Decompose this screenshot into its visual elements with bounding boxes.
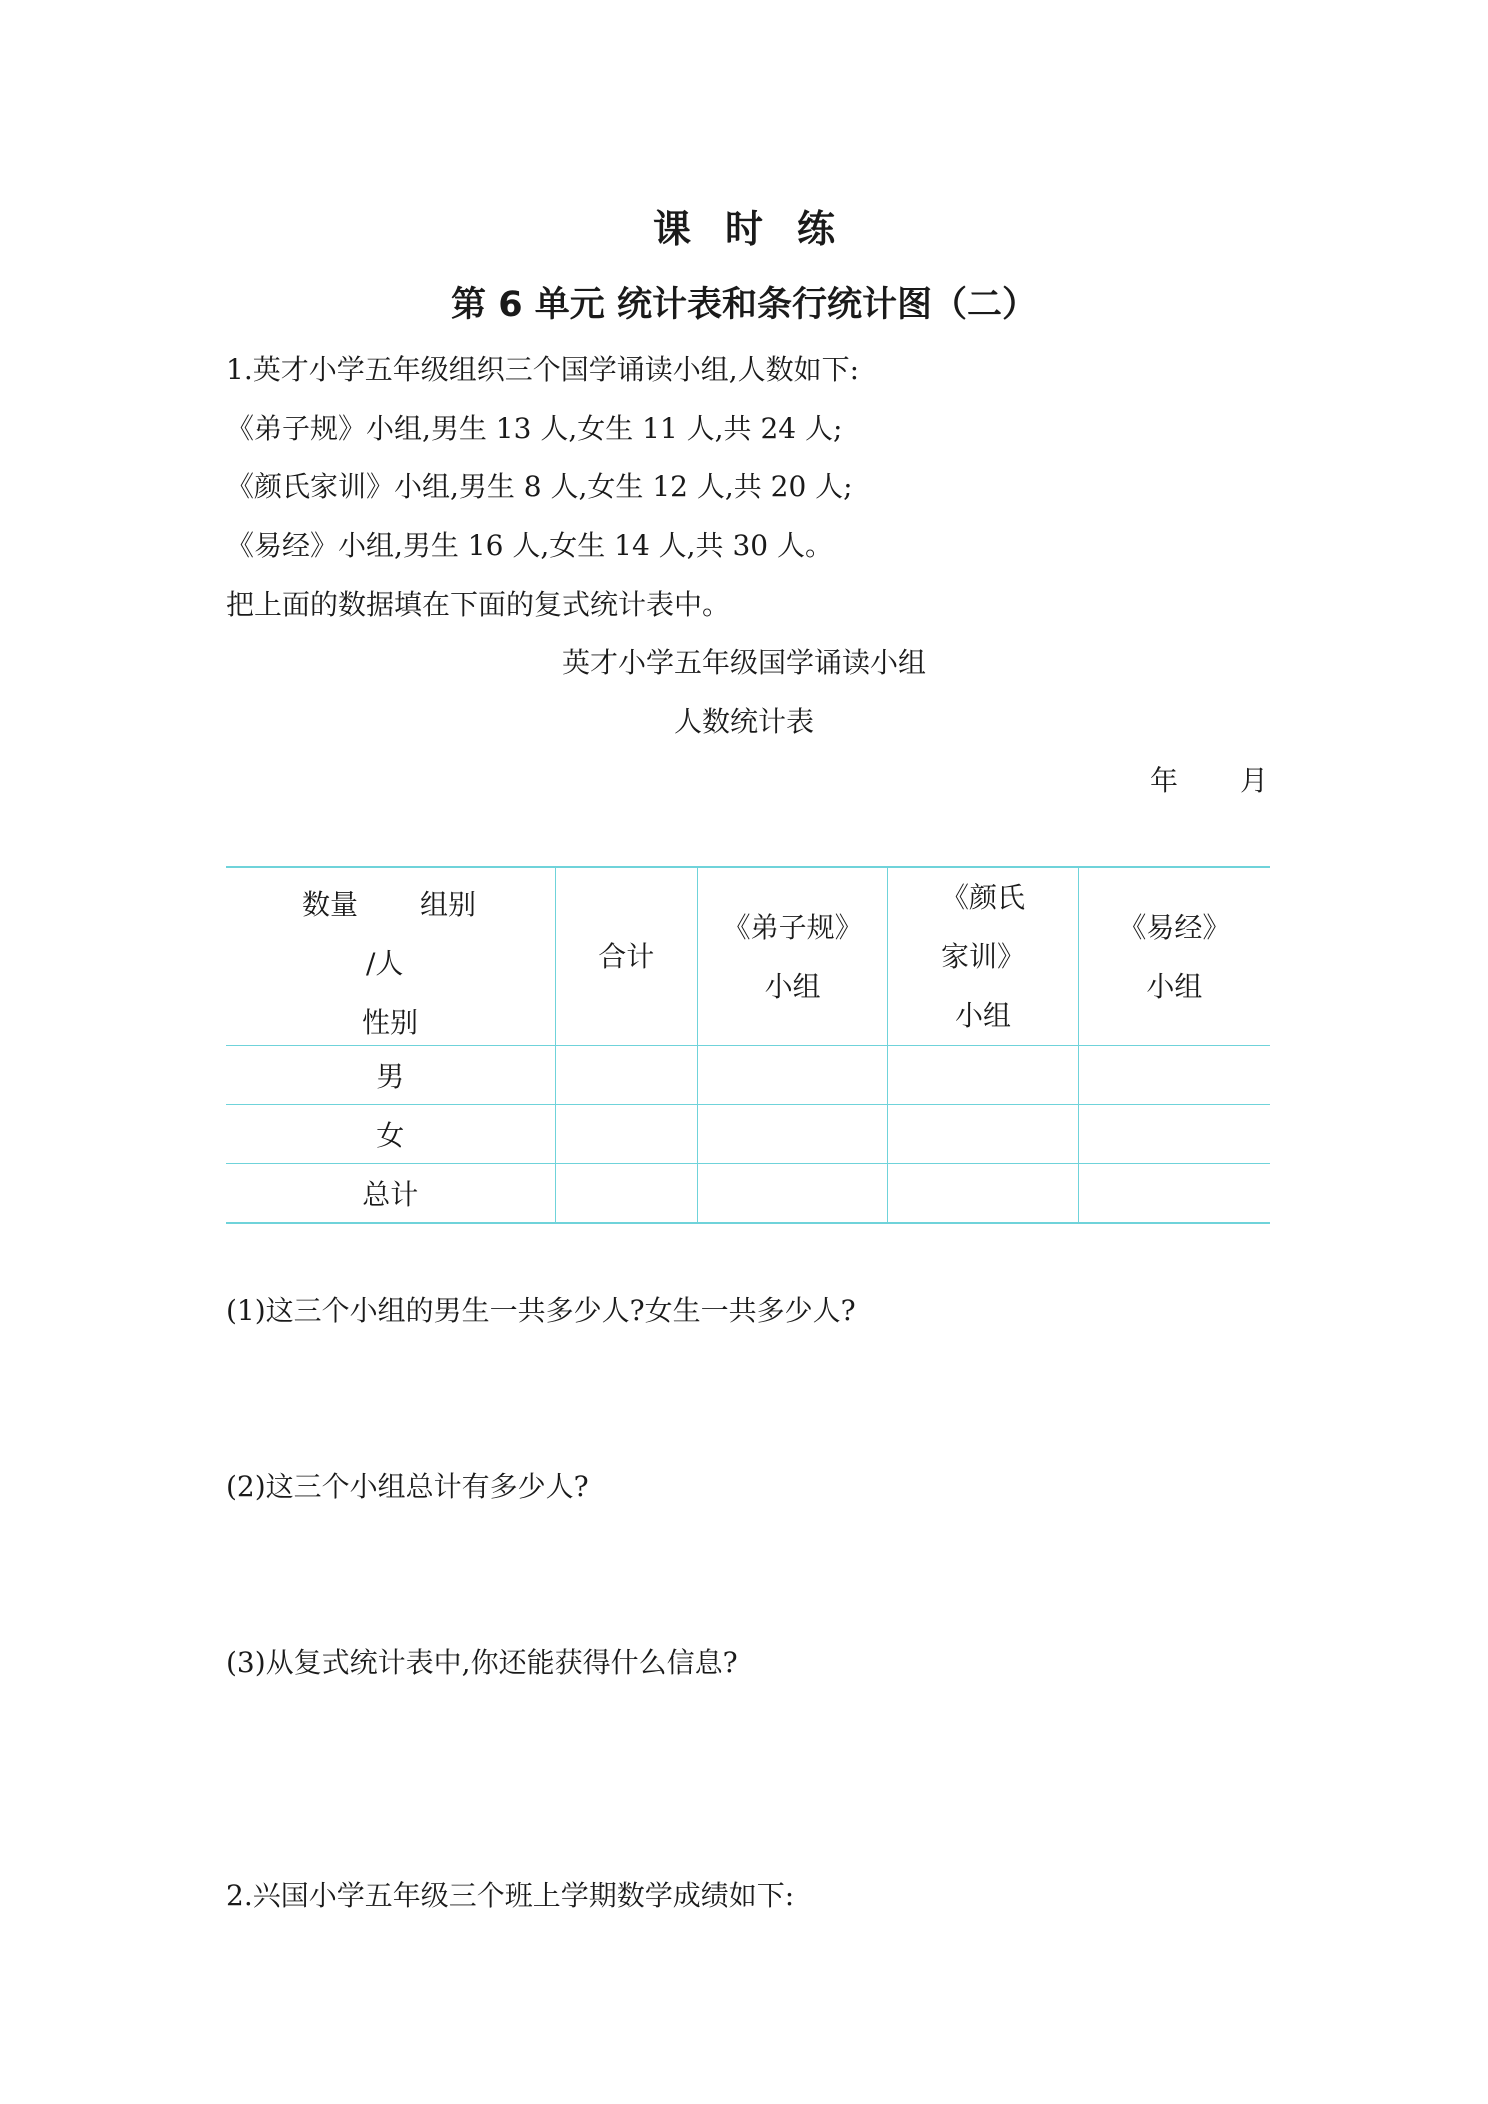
answer-cell[interactable] <box>697 1164 887 1224</box>
column-header-line: 家训》 <box>940 940 1025 973</box>
unit-subtitle: 第 6 单元 统计表和条行统计图（二） <box>451 285 1037 325</box>
row-label: 女 <box>226 1105 555 1164</box>
date-year-label: 年 <box>1150 764 1179 797</box>
answer-cell[interactable] <box>888 1164 1078 1224</box>
table-caption: 人数统计表 <box>673 705 814 738</box>
q1-data-line: 《弟子规》小组,男生 13 人,女生 11 人,共 24 人; <box>226 412 843 445</box>
row-label: 男 <box>226 1046 555 1105</box>
column-header-line: 小组 <box>764 969 821 1003</box>
corner-gender-label: 性别 <box>362 1005 419 1039</box>
column-header-yanshijiaxun <box>888 867 1078 1046</box>
subquestion-2: (2)这三个小组总计有多少人? <box>226 1470 589 1503</box>
column-header-total <box>555 867 697 1046</box>
q1-data-line: 《颜氏家训》小组,男生 8 人,女生 12 人,共 20 人; <box>226 470 853 503</box>
table-row-male <box>226 1046 1270 1105</box>
page-title: 课时练 <box>652 207 869 251</box>
q1-data-line: 《易经》小组,男生 16 人,女生 14 人,共 30 人。 <box>226 529 833 562</box>
answer-cell[interactable] <box>697 1105 887 1164</box>
answer-cell[interactable] <box>1078 1046 1270 1105</box>
answer-cell[interactable] <box>555 1105 697 1164</box>
answer-cell[interactable] <box>1078 1164 1270 1224</box>
answer-cell[interactable] <box>1078 1105 1270 1164</box>
column-header-line: 《颜氏 <box>940 881 1025 914</box>
q1-instruction: 把上面的数据填在下面的复式统计表中。 <box>226 588 731 621</box>
corner-quantity-label: 数量 <box>302 887 359 921</box>
table-row-female <box>226 1105 1270 1164</box>
column-header-line: 《弟子规》 <box>722 910 863 944</box>
answer-cell[interactable] <box>555 1164 697 1224</box>
column-header-line: 小组 <box>1146 969 1203 1003</box>
corner-unit-label: /人 <box>366 946 404 980</box>
statistics-table <box>226 866 1270 1224</box>
corner-header-cell <box>226 867 555 1046</box>
row-label: 总计 <box>226 1164 555 1224</box>
subquestion-1: (1)这三个小组的男生一共多少人?女生一共多少人? <box>226 1294 856 1327</box>
answer-cell[interactable] <box>888 1046 1078 1105</box>
date-month-label: 月 <box>1240 764 1269 797</box>
column-header-dizigui <box>697 867 887 1046</box>
column-header-line: 小组 <box>954 999 1011 1032</box>
answer-cell[interactable] <box>888 1105 1078 1164</box>
table-caption: 英才小学五年级国学诵读小组 <box>561 646 926 679</box>
corner-group-label: 组别 <box>420 887 477 921</box>
subquestion-3: (3)从复式统计表中,你还能获得什么信息? <box>226 1646 738 1679</box>
answer-cell[interactable] <box>697 1046 887 1105</box>
q1-intro: 1.英才小学五年级组织三个国学诵读小组,人数如下: <box>226 353 860 386</box>
column-header-line: 合计 <box>598 940 655 973</box>
table-header-row <box>226 867 1270 1046</box>
q2-intro: 2.兴国小学五年级三个班上学期数学成绩如下: <box>226 1879 795 1912</box>
column-header-line: 《易经》 <box>1118 910 1231 944</box>
column-header-yijing <box>1078 867 1270 1046</box>
answer-cell[interactable] <box>555 1046 697 1105</box>
table-row-total <box>226 1164 1270 1224</box>
